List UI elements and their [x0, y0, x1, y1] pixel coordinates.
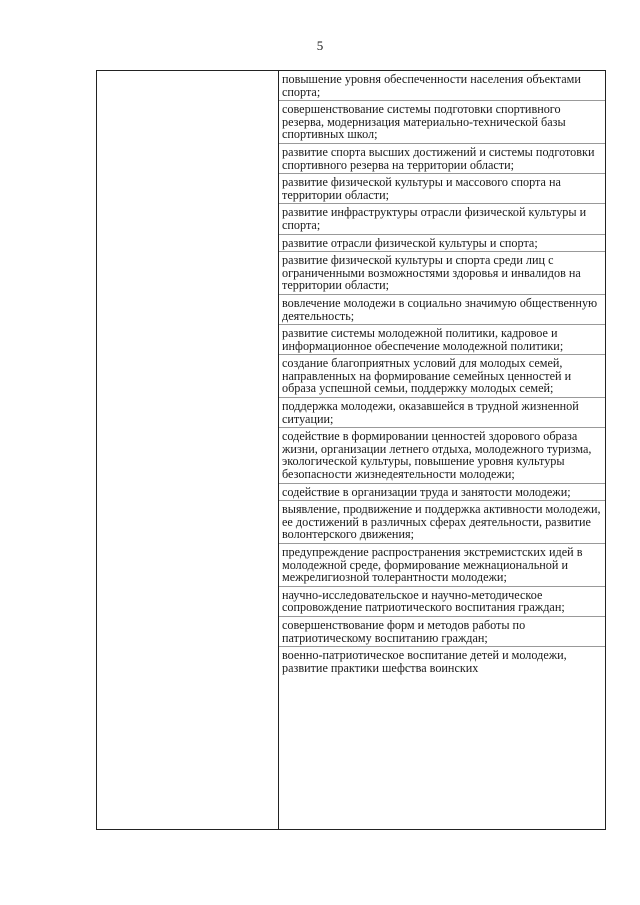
list-item: создание благоприятных условий для молодых семей, направленных на формирование семейных ценностей и образа успешной семьи, поддержку молодых семей;: [279, 355, 605, 398]
list-item: развитие системы молодежной политики, кадровое и информационное обеспечение молодежной политики;: [279, 325, 605, 355]
list-item: вовлечение молодежи в социально значимую общественную деятельность;: [279, 295, 605, 325]
list-item: развитие спорта высших достижений и системы подготовки спортивного резерва на территории области;: [279, 144, 605, 174]
list-item: развитие физической культуры и спорта среди лиц с ограниченными возможностями здоровья и инвалидов на территории области;: [279, 252, 605, 295]
list-item: содействие в формировании ценностей здорового образа жизни, организации летнего отдыха, молодежного туризма, экологической культуры, повышение уровня культуры безопасности жизнедеятельности молодежи;: [279, 428, 605, 483]
table-left-column-empty: [97, 71, 279, 829]
list-item: развитие физической культуры и массового спорта на территории области;: [279, 174, 605, 204]
table-right-column: [279, 71, 605, 829]
list-item: совершенствование системы подготовки спортивного резерва, модернизация материально-технической базы спортивных школ;: [279, 101, 605, 144]
list-item: развитие инфраструктуры отрасли физической культуры и спорта;: [279, 204, 605, 234]
list-item: содействие в организации труда и занятости молодежи;: [279, 484, 605, 502]
page-number: 5: [316, 38, 324, 53]
list-item: поддержка молодежи, оказавшейся в трудной жизненной ситуации;: [279, 398, 605, 428]
list-item: научно-исследовательское и научно-методическое сопровождение патриотического воспитания граждан;: [279, 587, 605, 617]
list-item: совершенствование форм и методов работы по патриотическому воспитанию граждан;: [279, 617, 605, 647]
list-item: повышение уровня обеспеченности населения объектами спорта;: [279, 71, 605, 101]
list-item: развитие отрасли физической культуры и спорта;: [279, 235, 605, 253]
list-item: выявление, продвижение и поддержка активности молодежи, ее достижений в различных сферах деятельности, развитие волонтерского движения;: [279, 501, 605, 544]
list-item: предупреждение распространения экстремистских идей в молодежной среде, формирование межнациональной и межрелигиозной толерантности молодежи;: [279, 544, 605, 587]
goals-table: [96, 70, 606, 830]
list-item: военно-патриотическое воспитание детей и молодежи, развитие практики шефства воинских: [282, 648, 567, 675]
